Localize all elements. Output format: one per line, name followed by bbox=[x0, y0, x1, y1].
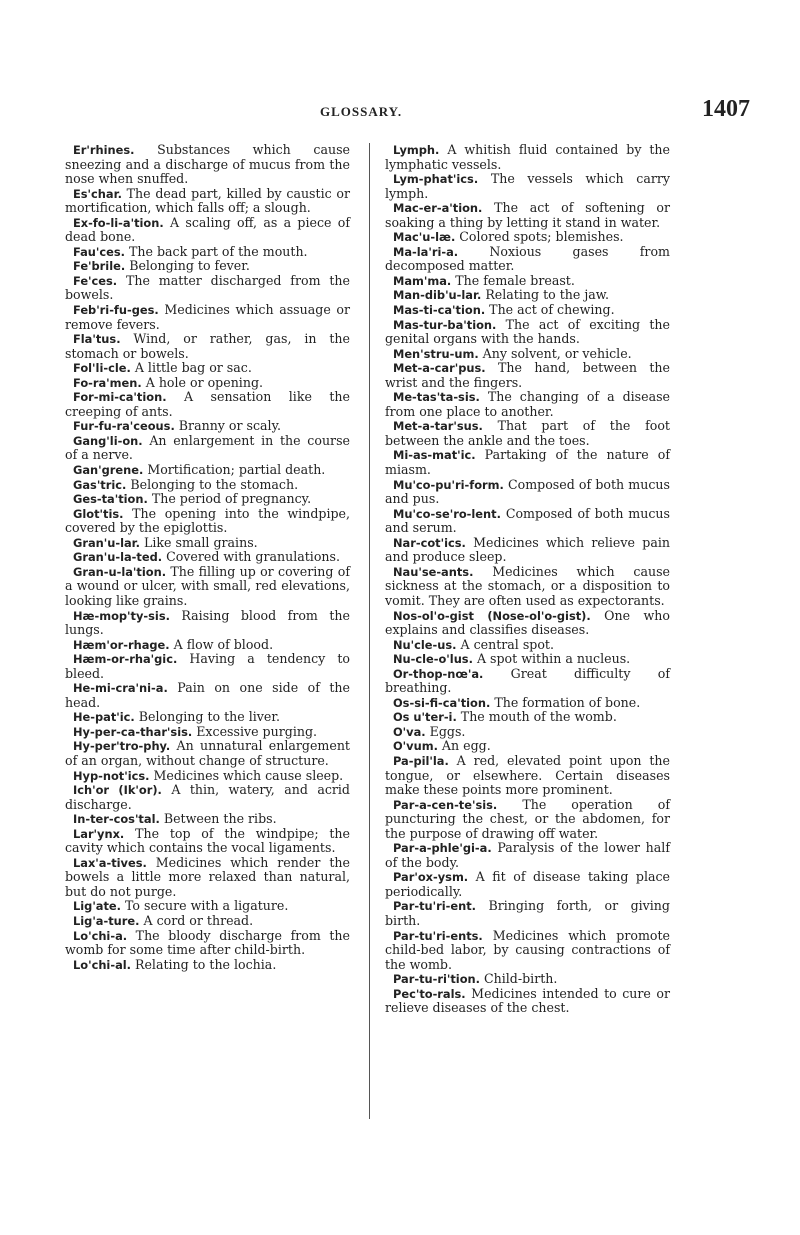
glossary-definition: The top of the windpipe; the cavity which contains the vocal ligaments. bbox=[65, 825, 350, 856]
glossary-term: Mu'co-pu'ri-form. bbox=[393, 477, 504, 492]
glossary-definition: Relating to the lochia. bbox=[135, 956, 277, 972]
left-column bbox=[65, 143, 350, 972]
glossary-definition: Excessive purging. bbox=[196, 723, 318, 739]
glossary-term: Ges-ta'tion. bbox=[73, 492, 148, 507]
glossary-entry bbox=[385, 288, 670, 303]
glossary-term: Lax'a-tives. bbox=[73, 855, 147, 870]
glossary-entry bbox=[385, 507, 670, 536]
glossary-definition: The act of exciting the genital organs with the hands. bbox=[385, 316, 670, 347]
glossary-term: Nos-ol'o-gist (Nose-ol'o-gist). bbox=[393, 608, 591, 623]
glossary-term: Er'rhines. bbox=[73, 143, 135, 157]
glossary-term: Par-a-cen-te'sis. bbox=[393, 797, 498, 812]
glossary-definition: The opening into the windpipe, covered by the epiglottis. bbox=[65, 505, 350, 536]
column-divider bbox=[369, 143, 370, 1119]
glossary-entry bbox=[385, 725, 670, 740]
glossary-entry bbox=[385, 347, 670, 362]
glossary-entry bbox=[65, 550, 350, 565]
glossary-term: Lym-phat'ics. bbox=[393, 172, 479, 187]
glossary-term: Mam'ma. bbox=[393, 273, 452, 288]
glossary-definition: The female breast. bbox=[455, 272, 575, 288]
glossary-entry bbox=[65, 812, 350, 827]
glossary-term: Pa-pil'la. bbox=[393, 753, 449, 768]
glossary-entry bbox=[385, 565, 670, 609]
glossary-term: Ich'or (Ik'or). bbox=[73, 783, 162, 798]
glossary-definition: Composed of both mucus and pus. bbox=[385, 476, 670, 507]
glossary-term: Nar-cot'ics. bbox=[393, 535, 466, 550]
glossary-definition: Medicines which relieve pain and produce sleep. bbox=[385, 534, 670, 565]
glossary-entry bbox=[65, 609, 350, 638]
glossary-definition: Branny or scaly. bbox=[178, 418, 282, 434]
glossary-definition: Covered with granulations. bbox=[166, 549, 340, 565]
glossary-term: Lig'a-ture. bbox=[73, 913, 140, 928]
glossary-entry bbox=[65, 827, 350, 856]
glossary-term: Nu-cle-o'lus. bbox=[393, 652, 473, 667]
glossary-definition: Child-birth. bbox=[484, 971, 558, 987]
glossary-entry bbox=[385, 638, 670, 653]
glossary-entry bbox=[385, 929, 670, 973]
glossary-definition: A sensation like the creeping of ants. bbox=[65, 389, 350, 419]
glossary-entry bbox=[65, 565, 350, 609]
glossary-definition: Substances which cause sneezing and a discharge of mucus from the nose when snuffed. bbox=[65, 142, 350, 187]
glossary-entry bbox=[65, 783, 350, 812]
glossary-definition: Mortification; partial death. bbox=[147, 462, 326, 478]
glossary-definition: A hole or opening. bbox=[145, 374, 264, 390]
glossary-term: Ma-la'ri-a. bbox=[393, 244, 459, 259]
glossary-entry bbox=[385, 972, 670, 987]
glossary-definition: The act of softening or soaking a thing by letting it stand in water. bbox=[385, 200, 670, 230]
glossary-definition: The hand, between the wrist and the fingers. bbox=[385, 360, 670, 390]
running-title: GLOSSARY. bbox=[320, 104, 403, 119]
glossary-term: Mac'u-læ. bbox=[393, 230, 456, 245]
glossary-term: Met-a-car'pus. bbox=[393, 361, 486, 376]
glossary-definition: An enlargement in the course of a nerve. bbox=[65, 432, 350, 463]
glossary-entry bbox=[385, 245, 670, 274]
page-header bbox=[110, 88, 750, 128]
glossary-definition: One who explains and classifies diseases. bbox=[385, 607, 670, 638]
glossary-entry bbox=[65, 245, 350, 260]
glossary-term: Lymph. bbox=[393, 143, 440, 157]
glossary-entry bbox=[65, 143, 350, 187]
glossary-term: In-ter-cos'tal. bbox=[73, 812, 160, 827]
glossary-term: Mi-as-mat'ic. bbox=[393, 448, 476, 463]
glossary-term: Hy-per-ca-thar'sis. bbox=[73, 724, 193, 739]
glossary-entry bbox=[385, 609, 670, 638]
glossary-entry bbox=[385, 710, 670, 725]
glossary-definition: An unnatural enlargement of an organ, without change of structure. bbox=[65, 738, 350, 768]
glossary-entry bbox=[385, 536, 670, 565]
glossary-entry bbox=[65, 361, 350, 376]
glossary-term: Os-si-fi-ca'tion. bbox=[393, 695, 491, 710]
glossary-definition: A thin, watery, and acrid discharge. bbox=[65, 782, 350, 812]
glossary-definition: Noxious gases from decomposed matter. bbox=[385, 243, 670, 274]
glossary-term: Gran'u-la-ted. bbox=[73, 550, 163, 565]
glossary-entry bbox=[385, 172, 670, 201]
glossary-term: Men'stru-um. bbox=[393, 346, 479, 361]
glossary-definition: Belonging to the stomach. bbox=[130, 476, 299, 492]
glossary-definition: A cord or thread. bbox=[143, 912, 254, 928]
glossary-definition: Partaking of the nature of miasm. bbox=[385, 447, 670, 478]
glossary-definition: The filling up or covering of a wound or ulcer, with small, red elevations, looking like grains. bbox=[65, 563, 350, 608]
glossary-definition: A scaling off, as a piece of dead bone. bbox=[65, 214, 350, 245]
glossary-definition: Medicines which render the bowels a little more relaxed than natural, but do not purge. bbox=[65, 854, 350, 899]
glossary-definition: A fit of disease taking place periodically. bbox=[385, 869, 670, 899]
glossary-entry bbox=[65, 303, 350, 332]
glossary-term: Gang'li-on. bbox=[73, 433, 143, 448]
glossary-entry bbox=[385, 230, 670, 245]
glossary-term: Fe'ces. bbox=[73, 273, 118, 288]
glossary-definition: Medicines which cause sickness at the stomach, or a disposition to vomit. They are often used as expectorants. bbox=[385, 563, 670, 608]
glossary-term: For-mi-ca'tion. bbox=[73, 390, 167, 405]
glossary-term: Fau'ces. bbox=[73, 244, 125, 259]
glossary-term: Gan'grene. bbox=[73, 463, 144, 478]
glossary-entry bbox=[65, 507, 350, 536]
glossary-definition: Wind, or rather, gas, in the stomach or bowels. bbox=[65, 331, 350, 361]
glossary-entry bbox=[385, 870, 670, 899]
glossary-entry bbox=[65, 434, 350, 463]
glossary-definition: The dead part, killed by caustic or mortification, which falls off; a slough. bbox=[65, 185, 350, 216]
glossary-entry bbox=[65, 681, 350, 710]
glossary-entry bbox=[65, 929, 350, 958]
glossary-term: Lo'chi-al. bbox=[73, 957, 131, 972]
glossary-entry bbox=[65, 390, 350, 419]
glossary-definition: Belonging to fever. bbox=[129, 258, 250, 274]
glossary-term: Fla'tus. bbox=[73, 332, 121, 347]
glossary-term: Mu'co-se'ro-lent. bbox=[393, 506, 501, 521]
glossary-entry bbox=[65, 259, 350, 274]
glossary-entry bbox=[65, 856, 350, 900]
glossary-term: Par-a-phle'gi-a. bbox=[393, 841, 492, 856]
glossary-term: Mac-er-a'tion. bbox=[393, 201, 483, 216]
glossary-definition: Medicines which assuage or remove fevers. bbox=[65, 302, 350, 332]
glossary-entry bbox=[65, 216, 350, 245]
glossary-term: Par-tu-ri'tion. bbox=[393, 972, 480, 987]
glossary-entry bbox=[65, 274, 350, 303]
glossary-entry bbox=[385, 201, 670, 230]
glossary-definition: The bloody discharge from the womb for some time after child-birth. bbox=[65, 927, 350, 958]
glossary-definition: Composed of both mucus and serum. bbox=[385, 505, 670, 536]
glossary-term: O'va. bbox=[393, 724, 426, 739]
glossary-term: Lo'chi-a. bbox=[73, 928, 128, 943]
glossary-definition: Medicines which cause sleep. bbox=[153, 767, 344, 783]
glossary-definition: Medicines intended to cure or relieve diseases of the chest. bbox=[385, 985, 671, 1016]
glossary-term: Mas-tur-ba'tion. bbox=[393, 317, 497, 332]
glossary-definition: Eggs. bbox=[429, 723, 466, 739]
glossary-term: Met-a-tar'sus. bbox=[393, 419, 483, 434]
glossary-term: Pec'to-rals. bbox=[393, 986, 466, 1001]
glossary-entry bbox=[65, 638, 350, 653]
glossary-definition: A whitish fluid contained by the lymphatic vessels. bbox=[385, 142, 670, 172]
glossary-entry bbox=[385, 696, 670, 711]
glossary-term: O'vum. bbox=[393, 739, 438, 754]
glossary-entry bbox=[385, 798, 670, 842]
glossary-definition: Colored spots; blemishes. bbox=[459, 229, 624, 245]
glossary-entry bbox=[385, 274, 670, 289]
glossary-entry bbox=[65, 652, 350, 681]
glossary-definition: A little bag or sac. bbox=[134, 360, 252, 376]
glossary-term: Hy-per'tro-phy. bbox=[73, 739, 171, 754]
glossary-term: Or-thop-nœ'a. bbox=[393, 666, 484, 681]
glossary-entry bbox=[65, 376, 350, 391]
glossary-definition: Raising blood from the lungs. bbox=[65, 607, 350, 638]
glossary-definition: The back part of the mouth. bbox=[129, 243, 308, 259]
glossary-definition: The mouth of the womb. bbox=[460, 709, 617, 725]
glossary-term: Hæm-or-rha'gic. bbox=[73, 652, 178, 667]
glossary-definition: Like small grains. bbox=[144, 534, 258, 550]
glossary-definition: Having a tendency to bleed. bbox=[65, 651, 350, 681]
glossary-entry bbox=[385, 318, 670, 347]
glossary-entry bbox=[65, 419, 350, 434]
glossary-entry bbox=[385, 899, 670, 928]
glossary-entry bbox=[65, 899, 350, 914]
glossary-entry bbox=[65, 478, 350, 493]
glossary-term: Lar'ynx. bbox=[73, 826, 125, 841]
glossary-entry bbox=[385, 143, 670, 172]
glossary-definition: That part of the foot between the ankle and the toes. bbox=[385, 418, 670, 448]
glossary-definition: Pain on one side of the head. bbox=[65, 680, 350, 710]
glossary-term: Glot'tis. bbox=[73, 506, 124, 521]
page-number: 1407 bbox=[702, 96, 750, 122]
glossary-entry bbox=[385, 739, 670, 754]
glossary-term: Hyp-not'ics. bbox=[73, 768, 150, 783]
glossary-term: Os u'ter-i. bbox=[393, 710, 457, 725]
glossary-entry bbox=[385, 667, 670, 696]
glossary-term: Ex-fo-li-a'tion. bbox=[73, 215, 164, 230]
glossary-term: Feb'ri-fu-ges. bbox=[73, 303, 159, 318]
glossary-term: He-pat'ic. bbox=[73, 710, 135, 725]
glossary-term: Nau'se-ants. bbox=[393, 564, 474, 579]
glossary-term: Fo-ra'men. bbox=[73, 375, 142, 390]
glossary-term: Nu'cle-us. bbox=[393, 637, 457, 652]
glossary-definition: Great difficulty of breathing. bbox=[385, 665, 670, 696]
glossary-definition: A red, elevated point upon the tongue, or elsewhere. Certain diseases make these points more prominent. bbox=[385, 752, 670, 798]
glossary-term: Gran'u-lar. bbox=[73, 535, 140, 550]
glossary-term: Me-tas'ta-sis. bbox=[393, 390, 480, 405]
glossary-entry bbox=[385, 419, 670, 448]
glossary-term: Mas-ti-ca'tion. bbox=[393, 303, 486, 318]
glossary-entry bbox=[65, 769, 350, 784]
glossary-definition: The operation of puncturing the chest, or the abdomen, for the purpose of drawing off water. bbox=[385, 796, 670, 841]
glossary-definition: Belonging to the liver. bbox=[138, 709, 280, 725]
glossary-term: Hæm'or-rhage. bbox=[73, 637, 170, 652]
glossary-entry bbox=[385, 841, 670, 870]
glossary-entry bbox=[65, 463, 350, 478]
glossary-term: Par'ox-ysm. bbox=[393, 870, 469, 885]
glossary-definition: A spot within a nucleus. bbox=[476, 651, 631, 667]
glossary-definition: The vessels which carry lymph. bbox=[385, 171, 670, 201]
glossary-definition: To secure with a ligature. bbox=[125, 898, 289, 914]
glossary-definition: A flow of blood. bbox=[173, 636, 274, 652]
glossary-entry bbox=[385, 652, 670, 667]
glossary-definition: The period of pregnancy. bbox=[151, 491, 312, 507]
glossary-entry bbox=[385, 303, 670, 318]
glossary-term: Lig'ate. bbox=[73, 899, 121, 914]
glossary-term: Par-tu'ri-ent. bbox=[393, 899, 476, 914]
glossary-definition: A central spot. bbox=[460, 636, 554, 652]
glossary-term: Par-tu'ri-ents. bbox=[393, 928, 483, 943]
glossary-entry bbox=[65, 187, 350, 216]
glossary-definition: Paralysis of the lower half of the body. bbox=[385, 840, 670, 870]
glossary-entry bbox=[65, 536, 350, 551]
glossary-definition: Medicines which promote child-bed labor, by causing contractions of the womb. bbox=[385, 927, 670, 972]
glossary-definition: Bringing forth, or giving birth. bbox=[385, 898, 670, 928]
glossary-definition: The changing of a disease from one place to another. bbox=[385, 389, 670, 419]
glossary-entry bbox=[385, 478, 670, 507]
glossary-definition: The formation of bone. bbox=[494, 694, 641, 710]
glossary-term: Es'char. bbox=[73, 186, 122, 201]
glossary-term: Fe'brile. bbox=[73, 259, 126, 274]
glossary-term: Hæ-mop'ty-sis. bbox=[73, 608, 170, 623]
glossary-entry bbox=[385, 361, 670, 390]
glossary-term: Gran-u-la'tion. bbox=[73, 564, 167, 579]
glossary-entry bbox=[65, 739, 350, 768]
glossary-entry bbox=[65, 492, 350, 507]
glossary-term: Fur-fu-ra'ceous. bbox=[73, 419, 175, 434]
glossary-definition: Any solvent, or vehicle. bbox=[482, 345, 632, 361]
glossary-definition: The act of chewing. bbox=[489, 302, 615, 318]
glossary-entry bbox=[65, 332, 350, 361]
glossary-entry bbox=[65, 725, 350, 740]
glossary-entry bbox=[385, 754, 670, 798]
glossary-entry bbox=[65, 710, 350, 725]
glossary-entry bbox=[385, 987, 670, 1016]
glossary-definition: Relating to the jaw. bbox=[485, 287, 610, 303]
glossary-entry bbox=[385, 390, 670, 419]
glossary-definition: An egg. bbox=[441, 738, 491, 754]
right-column bbox=[385, 143, 670, 1016]
glossary-definition: Between the ribs. bbox=[163, 811, 277, 827]
glossary-term: Man-dib'u-lar. bbox=[393, 288, 482, 303]
glossary-term: Gas'tric. bbox=[73, 477, 127, 492]
glossary-entry bbox=[65, 958, 350, 973]
glossary-definition: The matter discharged from the bowels. bbox=[65, 272, 350, 303]
glossary-term: Fol'li-cle. bbox=[73, 361, 131, 376]
glossary-entry bbox=[65, 914, 350, 929]
glossary-term: He-mi-cra'ni-a. bbox=[73, 681, 168, 696]
glossary-entry bbox=[385, 448, 670, 477]
